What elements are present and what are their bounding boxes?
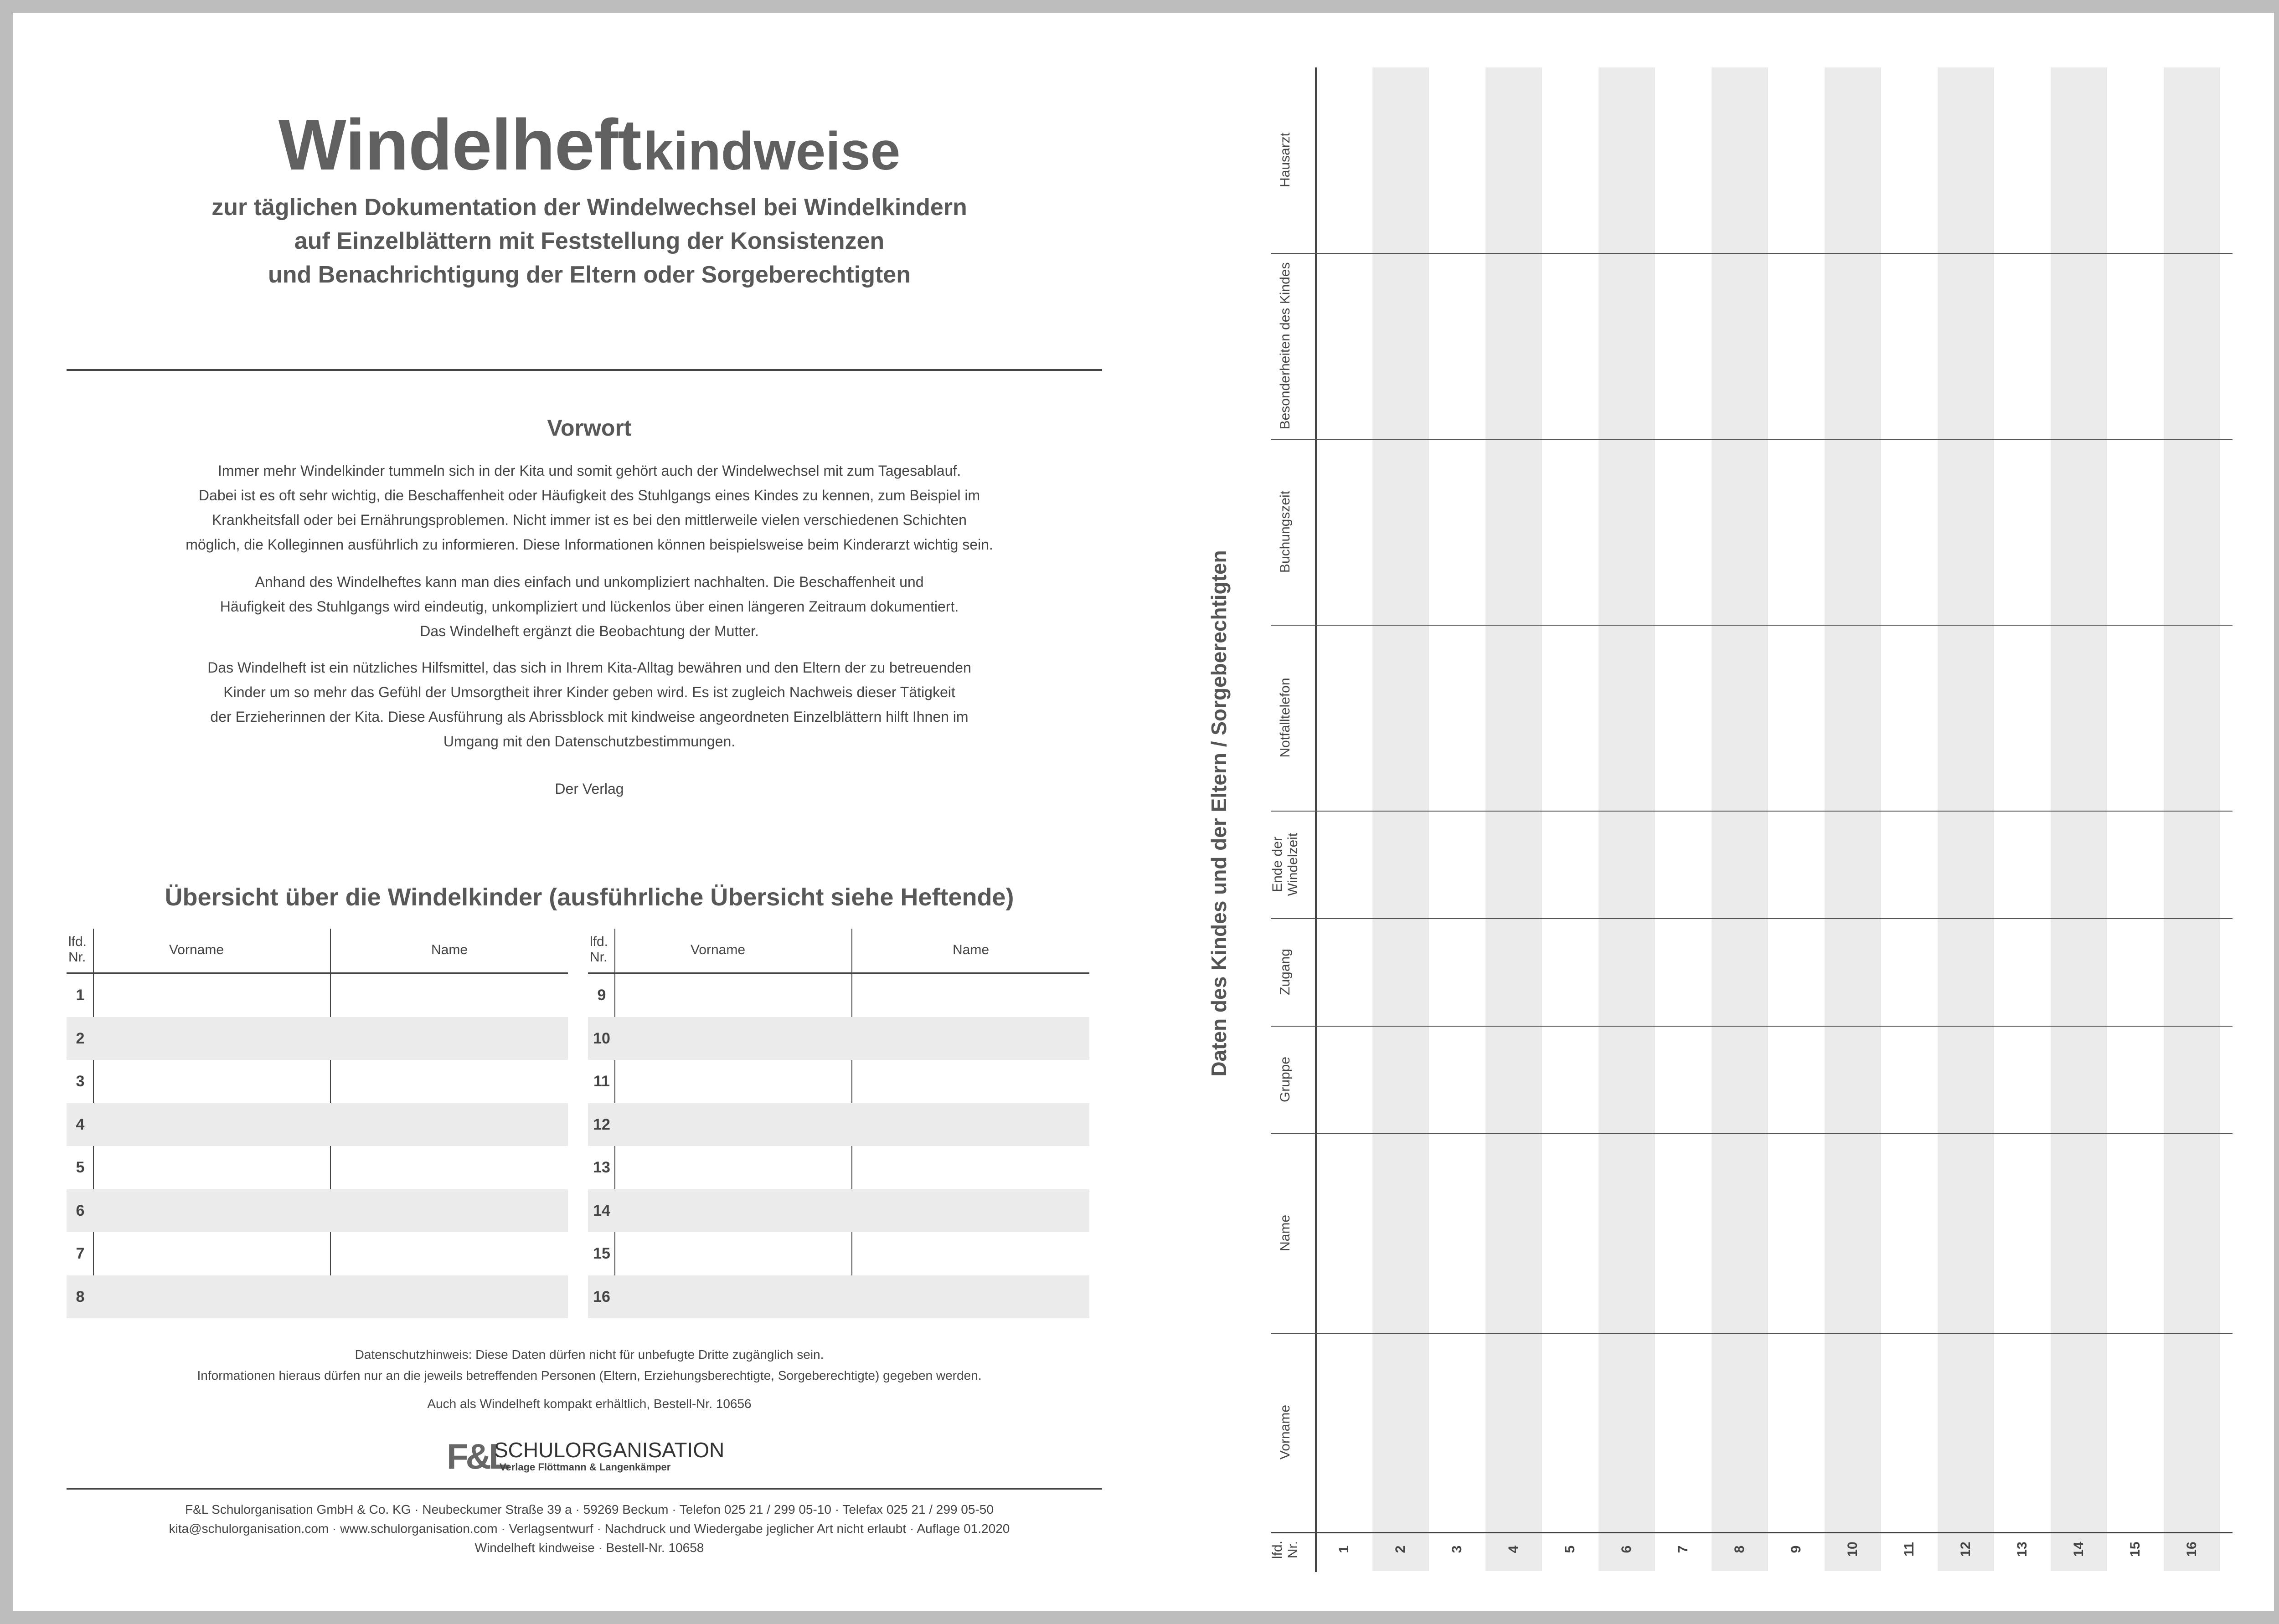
publisher-logo — [447, 1435, 729, 1477]
row-number: 2 — [76, 1029, 85, 1047]
vorwort-paragraph-3 — [104, 655, 1075, 754]
table-rule — [1271, 625, 2233, 626]
column-stripe — [2051, 67, 2107, 1571]
footer-line: Windelheft kindweise · Bestell-Nr. 10658 — [474, 1541, 704, 1555]
table-rule — [1271, 439, 2233, 440]
table-row[interactable] — [588, 1189, 1089, 1233]
col-name-header: Name — [431, 942, 468, 957]
column-stripe — [1938, 67, 1994, 1571]
column-number: 15 — [2128, 1542, 2143, 1557]
table-row[interactable] — [67, 974, 568, 1017]
column-stripe — [1485, 67, 1542, 1571]
row-number: 4 — [76, 1115, 85, 1133]
table-rule — [1315, 67, 1317, 1572]
row-number: 9 — [597, 987, 606, 1004]
table-row[interactable] — [67, 1060, 568, 1103]
subtitle-line: auf Einzelblättern mit Feststellung der Konsistenzen — [294, 228, 885, 254]
text-line: Umgang mit den Datenschutzbestimmungen. — [443, 733, 736, 750]
table-row[interactable] — [588, 1232, 1089, 1275]
table-rule — [1271, 811, 2233, 812]
col-nr-label — [590, 934, 608, 965]
row-number: 8 — [76, 1288, 85, 1305]
row-number: 13 — [593, 1159, 610, 1176]
row-label-buchungszeit: Buchungszeit — [1278, 490, 1293, 573]
page-title — [13, 104, 1166, 186]
table-rule — [1271, 253, 2233, 254]
column-number: 9 — [1789, 1545, 1804, 1553]
row-number: 3 — [76, 1073, 85, 1090]
table-row[interactable] — [67, 1146, 568, 1189]
row-label-besonderheiten: Besonderheiten des Kindes — [1278, 262, 1293, 430]
table-row[interactable] — [67, 1017, 568, 1060]
footer — [13, 1500, 1166, 1557]
row-number: 10 — [593, 1029, 610, 1047]
text-line: Immer mehr Windelkinder tummeln sich in der Kita und somit gehört auch der Windelwechsel mit zum Tagesablauf. — [217, 463, 961, 479]
vorwort-heading: Vorwort — [547, 415, 632, 441]
table-rule — [1271, 1532, 2233, 1533]
overview-heading: Übersicht über die Windelkinder (ausführliche Übersicht siehe Heftende) — [165, 884, 1014, 911]
col-nr-line1: lfd. — [68, 934, 87, 949]
row-label-ende-windelzeit: Ende der Windelzeit — [1270, 833, 1300, 896]
text-line: Häufigkeit des Stuhlgangs wird eindeutig, unkompliziert und lückenlos über einen längeren Zeitraum dokumentiert. — [220, 598, 959, 615]
table-row[interactable] — [67, 1232, 568, 1275]
divider — [67, 1488, 1102, 1490]
text-line: Krankheitsfall oder bei Ernährungsproblemen. Nicht immer ist es bei den mittlerweile vielen verschiedenen Schichten — [212, 512, 967, 528]
table-row[interactable] — [588, 1017, 1089, 1060]
column-stripe — [1598, 67, 1655, 1571]
column-number: 3 — [1449, 1545, 1464, 1553]
table-row[interactable] — [67, 1103, 568, 1146]
table-header — [588, 929, 1089, 974]
table-row[interactable] — [588, 1060, 1089, 1103]
logo-mark: F&L — [447, 1436, 508, 1476]
row-label-notfalltelefon: Notfalltelefon — [1278, 678, 1293, 758]
col-name-header: Name — [952, 942, 990, 957]
column-number: 2 — [1393, 1545, 1408, 1553]
vorwort-paragraph-1 — [104, 458, 1075, 557]
right-table-title: Daten des Kindes und der Eltern / Sorgeberechtigten — [1207, 550, 1231, 1077]
table-rule — [1271, 918, 2233, 919]
footer-line: F&L Schulorganisation GmbH & Co. KG · Neubeckumer Straße 39 a · 59269 Beckum · Telefon 025 21 / 299 05-10 · Telefax 025 21 / 299 05-50 — [185, 1502, 994, 1516]
privacy-note — [13, 1344, 1166, 1386]
row-label-vorname: Vorname — [1278, 1404, 1293, 1460]
col-nr-line2: Nr. — [590, 950, 608, 965]
column-number: 5 — [1562, 1545, 1578, 1553]
compact-note: Auch als Windelheft kompakt erhältlich, Bestell-Nr. 10656 — [427, 1397, 752, 1411]
column-number: 11 — [1902, 1542, 1917, 1557]
text-line: Das Windelheft ist ein nützliches Hilfsmittel, das sich in Ihrem Kita-Alltag bewähren und den Eltern der zu betreuenden — [207, 659, 971, 676]
subtitle-line: zur täglichen Dokumentation der Windelwechsel bei Windelkindern — [211, 194, 967, 221]
col-nr-label — [68, 934, 87, 965]
column-number: 16 — [2184, 1542, 2199, 1557]
column-number: 8 — [1732, 1545, 1747, 1553]
row-label-zugang: Zugang — [1278, 949, 1293, 995]
column-number: 4 — [1506, 1545, 1521, 1553]
row-number: 1 — [76, 987, 85, 1004]
row-label-lfd-nr: lfd. Nr. — [1270, 1540, 1300, 1559]
column-stripe — [1712, 67, 1768, 1571]
subtitle-line: und Benachrichtigung der Eltern oder Sorgeberechtigten — [268, 262, 911, 288]
title-sub: kindweise — [643, 121, 901, 181]
note-line: Informationen hieraus dürfen nur an die jeweils betreffenden Personen (Eltern, Erziehungsberechtigte, Sorgeberechtigte) gegeben werden. — [197, 1368, 982, 1382]
col-nr-line2: Nr. — [68, 950, 86, 965]
table-row[interactable] — [588, 1103, 1089, 1146]
column-stripe — [1372, 67, 1429, 1571]
title-main: Windelheft — [278, 105, 641, 185]
table-rule — [1271, 1133, 2233, 1134]
text-line: der Erzieherinnen der Kita. Diese Ausführung als Abrissblock mit kindweise angeordneten Einzelblättern hilft Ihnen im — [210, 709, 969, 725]
logo-name: SCHULORGANISATION — [494, 1438, 725, 1462]
row-label-hausarzt: Hausarzt — [1278, 132, 1293, 188]
table-row[interactable] — [588, 1146, 1089, 1189]
col-vorname-header: Vorname — [169, 942, 224, 957]
vorwort-paragraph-2 — [104, 570, 1075, 643]
column-number: 6 — [1619, 1545, 1634, 1553]
col-vorname-header: Vorname — [690, 942, 746, 957]
page-sheet — [13, 13, 2274, 1611]
column-number: 1 — [1336, 1545, 1351, 1553]
logo-tagline: Verlage Flöttmann & Langenkämper — [500, 1461, 671, 1473]
col-nr-line1: lfd. — [590, 934, 608, 949]
vorwort-signature: Der Verlag — [555, 781, 624, 797]
row-number: 16 — [593, 1288, 610, 1305]
footer-line: kita@schulorganisation.com · www.schulorganisation.com · Verlagsentwurf · Nachdruck und Wiedergabe jeglicher Art nicht erlaubt · Auflage 01.2020 — [169, 1521, 1010, 1536]
row-number: 15 — [593, 1245, 610, 1262]
column-number: 14 — [2071, 1542, 2086, 1557]
table-row[interactable] — [67, 1189, 568, 1233]
text-line: Dabei ist es oft sehr wichtig, die Beschaffenheit oder Häufigkeit des Stuhlgangs eines Kindes zu kennen, zum Beispiel im — [198, 487, 980, 504]
row-number: 11 — [593, 1073, 610, 1090]
row-label-name: Name — [1278, 1214, 1293, 1252]
column-number: 10 — [1845, 1542, 1860, 1557]
table-rule — [1271, 1026, 2233, 1027]
text-line: Das Windelheft ergänzt die Beobachtung der Mutter. — [420, 623, 759, 639]
column-number: 12 — [1958, 1542, 1973, 1557]
table-row[interactable] — [67, 1275, 568, 1319]
text-line: Kinder um so mehr das Gefühl der Umsorgtheit ihrer Kinder geben wird. Es ist zugleich Nachweis dieser Tätigkeit — [223, 684, 955, 700]
table-rule — [1271, 1333, 2233, 1334]
column-number: 13 — [2015, 1542, 2030, 1557]
note-line: Datenschutzhinweis: Diese Daten dürfen nicht für unbefugte Dritte zugänglich sein. — [355, 1347, 824, 1362]
overview-table-left — [67, 929, 568, 1318]
row-number: 7 — [76, 1245, 85, 1262]
text-line: möglich, die Kolleginnen ausführlich zu informieren. Diese Informationen können beispielsweise beim Kinderarzt wichtig sein. — [186, 536, 993, 553]
divider — [67, 369, 1102, 371]
subtitle — [13, 190, 1166, 292]
row-number: 5 — [76, 1159, 85, 1176]
row-number: 6 — [76, 1202, 85, 1219]
row-number: 12 — [593, 1115, 610, 1133]
column-number: 7 — [1676, 1545, 1691, 1553]
row-number: 14 — [593, 1202, 610, 1219]
column-stripe — [2164, 67, 2220, 1571]
column-stripe — [1825, 67, 1881, 1571]
row-label-gruppe: Gruppe — [1278, 1056, 1293, 1103]
overview-table-right — [588, 929, 1089, 1318]
text-line: Anhand des Windelheftes kann man dies einfach und unkompliziert nachhalten. Die Beschaffenheit und — [255, 574, 924, 590]
table-row[interactable] — [588, 1275, 1089, 1319]
table-row[interactable] — [588, 974, 1089, 1017]
table-header — [67, 929, 568, 974]
